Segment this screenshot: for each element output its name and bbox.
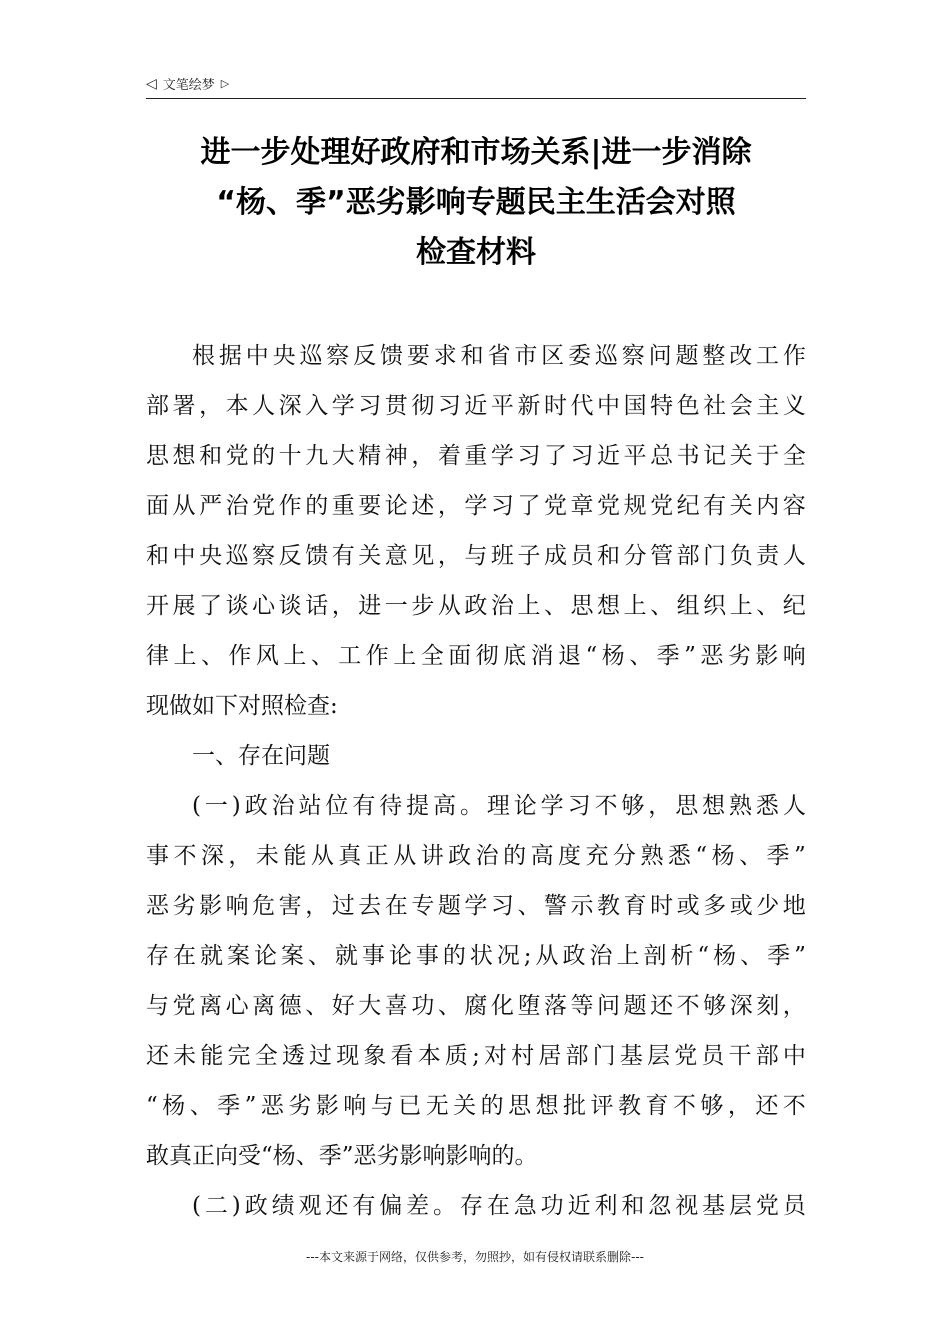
body-line: 还 未 能 完 全 透 过 现 象 看 本 质 ; 对 村 居 部 门 基 层 党 员 干 部 中 xyxy=(146,1043,806,1069)
triangle-right-icon: ▷ xyxy=(220,76,230,90)
body-line: ( 二 ) 政 绩 观 还 有 偏 差 。 存 在 急 功 近 利 和 忽 视 基 层 党 员 xyxy=(192,1193,806,1219)
body-line: 部 署 ， 本 人 深 入 学 习 贯 彻 习 近 平 新 时 代 中 国 特 色 社 会 主 义 xyxy=(146,393,806,419)
triangle-left-icon: ◁ xyxy=(146,75,157,92)
body-line: 一 、 存 在 问 题 xyxy=(192,743,330,769)
body-line: 敢 真 正 向 受 “ 杨 、 季 ” 恶 劣 影 响 影 响 的 。 xyxy=(146,1143,538,1169)
header-brand xyxy=(146,74,229,93)
title-line-2: “杨、季”恶劣影响专题民主生活会对照 xyxy=(216,185,736,220)
body-line: 存 在 就 案 论 案 、 就 事 论 事 的 状 况 ; 从 政 治 上 剖 析 “ 杨 、 季 ” xyxy=(146,943,806,969)
body-line: ( 一 ) 政 治 站 位 有 待 提 高 。 理 论 学 习 不 够 ， 思 想 熟 悉 人 xyxy=(192,793,806,819)
title-line-1: 进一步处理好政府和市场关系|进一步消除 xyxy=(200,135,752,170)
brand-name: 文笔绘梦 xyxy=(162,78,215,93)
body-line: 面 从 严 治 党 作 的 重 要 论 述 ， 学 习 了 党 章 党 规 党 纪 有 关 内 容 xyxy=(146,493,806,519)
body-line: 现 做 如 下 对 照 检 查 : xyxy=(146,693,338,719)
body-line: “ 杨 、 季 ” 恶 劣 影 响 与 已 无 关 的 思 想 批 评 教 育 不 够 ， 还 不 xyxy=(146,1093,806,1119)
title-line-3: 检查材料 xyxy=(416,235,536,270)
page-header xyxy=(146,74,806,99)
body-line: 思 想 和 党 的 十 九 大 精 神 ， 着 重 学 习 了 习 近 平 总 书 记 关 于 全 xyxy=(146,443,806,469)
body-line: 事 不 深 ， 未 能 从 真 正 从 讲 政 治 的 高 度 充 分 熟 悉 “ 杨 、 季 ” xyxy=(146,843,806,869)
body-line: 和 中 央 巡 察 反 馈 有 关 意 见 ， 与 班 子 成 员 和 分 管 部 门 负 责 人 xyxy=(146,543,806,569)
body-line: 恶 劣 影 响 危 害 ， 过 去 在 专 题 学 习 、 警 示 教 育 时 或 多 或 少 地 xyxy=(146,893,806,919)
body-line: 根 据 中 央 巡 察 反 馈 要 求 和 省 市 区 委 巡 察 问 题 整 改 工 作 xyxy=(192,343,806,369)
document-body xyxy=(146,331,806,1231)
body-line: 开 展 了 谈 心 谈 话 ， 进 一 步 从 政 治 上 、 思 想 上 、 组 织 上 、 纪 xyxy=(146,593,806,619)
document-title xyxy=(146,128,806,278)
body-line: 律 上 、 作 风 上 、 工 作 上 全 面 彻 底 消 退 “ 杨 、 季 ” 恶 劣 影 响 xyxy=(146,643,806,669)
page-footer: ---本文来源于网络，仅供参考，勿照抄，如有侵权请联系删除--- xyxy=(306,1250,644,1264)
body-line: 与 党 离 心 离 德 、 好 大 喜 功 、 腐 化 堕 落 等 问 题 还 不 够 深 刻 ， xyxy=(146,993,806,1019)
